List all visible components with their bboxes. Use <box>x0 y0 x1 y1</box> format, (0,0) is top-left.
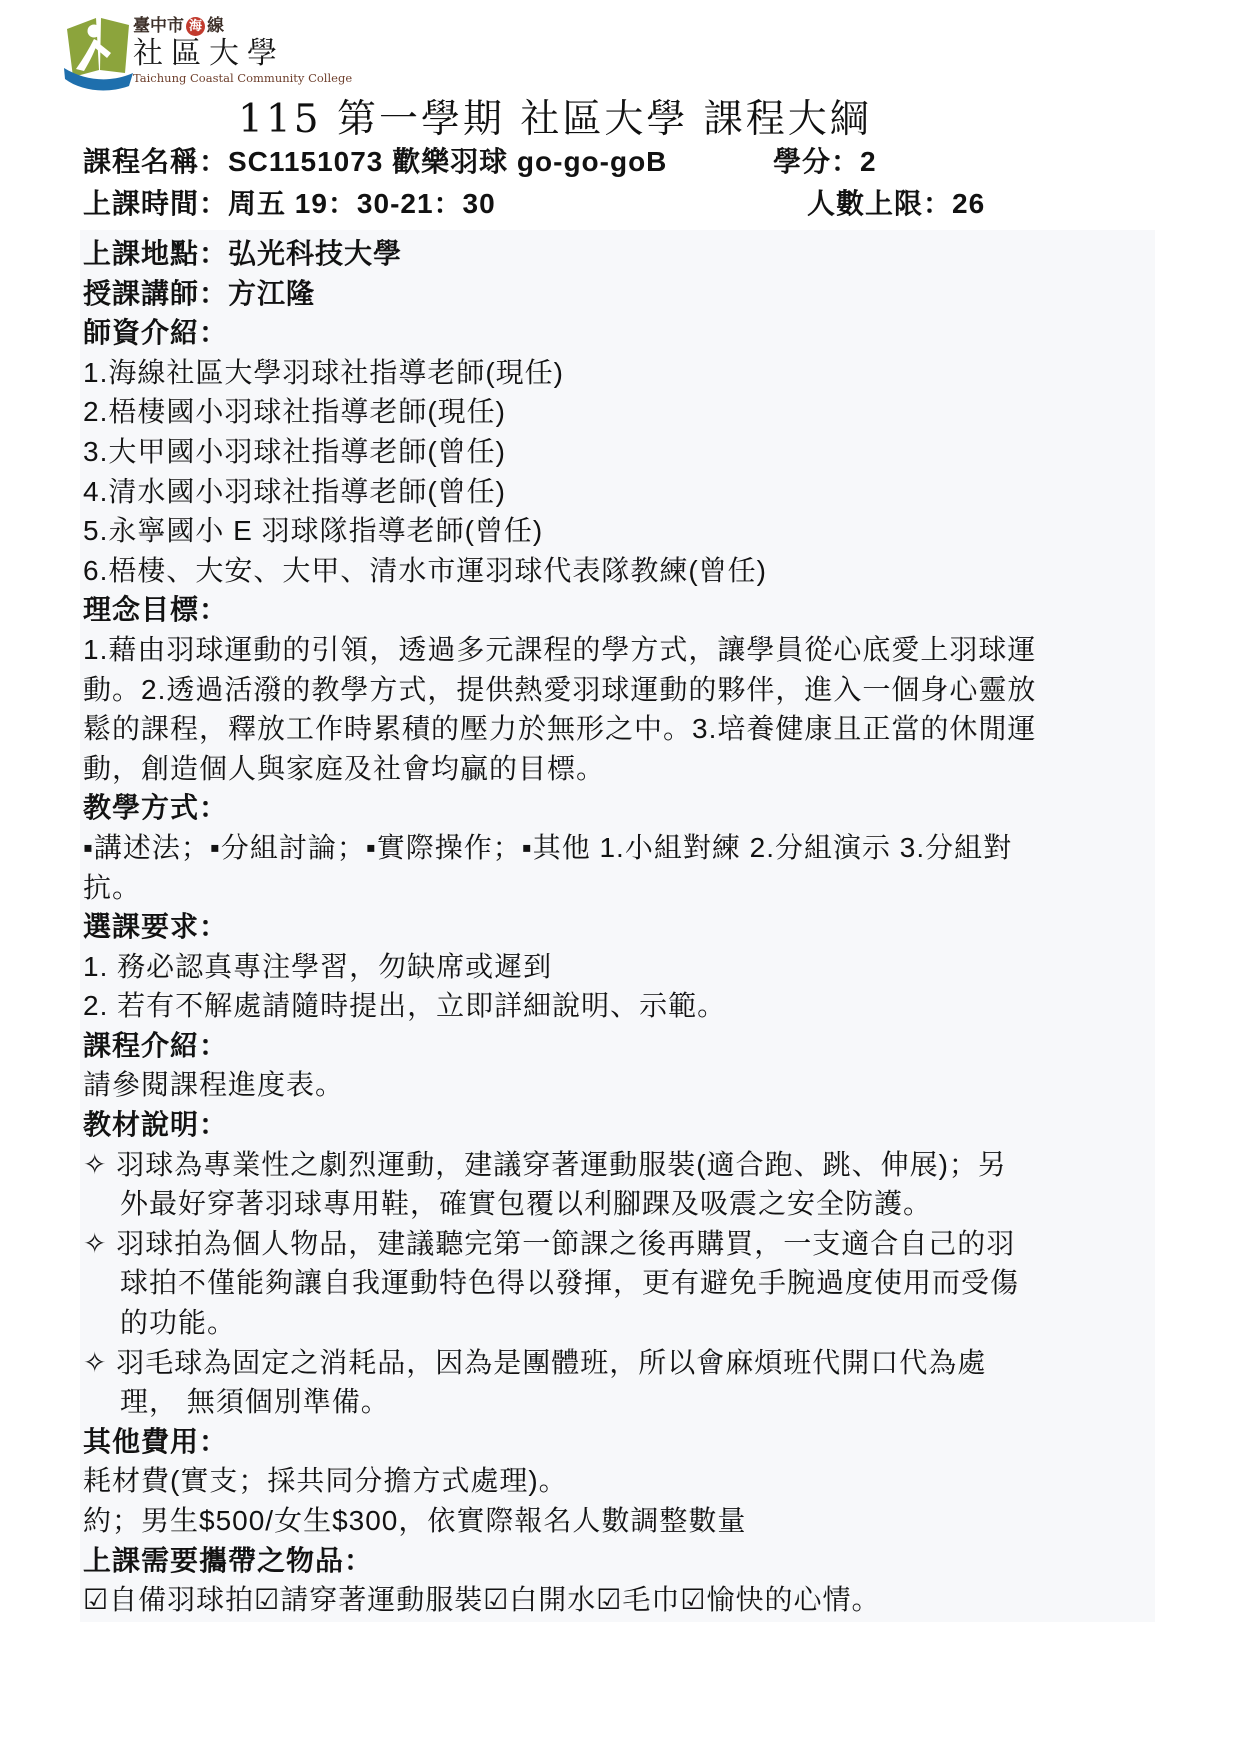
class-time-row <box>83 184 1083 224</box>
bullet-line: ✧ 羽球拍為個人物品，建議聽完第一節課之後再購買，一支適合自己的羽 <box>83 1227 1016 1259</box>
school-logo <box>63 13 353 93</box>
text-line: 球拍不僅能夠讓自我運動特色得以發揮，更有避免手腕過度使用而受傷 <box>120 1267 1020 1299</box>
text-line: 2. 若有不解處請隨時提出，立即詳細說明、示範。 <box>83 990 727 1022</box>
logo-region-prefix: 臺中市 <box>133 16 184 35</box>
text-line: 抗。 <box>83 871 142 903</box>
location-line: 上課地點：弘光科技大學 <box>83 238 403 269</box>
text-line: 5.永寧國小 E 羽球隊指導老師(曾任) <box>83 515 544 547</box>
section-heading: 選課要求： <box>83 911 229 943</box>
text-line: 約；男生$500/女生$300，依實際報名人數調整數量 <box>83 1505 747 1536</box>
section-heading: 課程介紹： <box>83 1029 229 1061</box>
text-line: 動。2.透過活潑的教學方式，提供熱愛羽球運動的夥伴，進入一個身心靈放 <box>83 673 1037 705</box>
text-line: 請參閱課程進度表。 <box>83 1069 345 1101</box>
text-line: 鬆的課程，釋放工作時累積的壓力於無形之中。3.培養健康且正當的休閒運 <box>83 713 1037 745</box>
text-line: 的功能。 <box>120 1307 237 1339</box>
section-heading: 其他費用： <box>83 1425 229 1457</box>
instructor-line: 授課講師：方江隆 <box>83 277 316 309</box>
logo-seal-icon: 海 <box>186 17 205 36</box>
credits-text: 學分：2 <box>773 146 877 177</box>
text-line: 3.大甲國小羽球社指導老師(曾任) <box>83 435 507 467</box>
text-line: 2.梧棲國小羽球社指導老師(現任) <box>83 396 507 428</box>
bullet-line: ✧ 羽球為專業性之劇烈運動，建議穿著運動服裝(適合跑、跳、伸展)；另 <box>83 1148 1007 1180</box>
logo-book-icon <box>63 13 135 91</box>
logo-school-name: 社區大學 <box>133 36 285 71</box>
logo-region-suffix: 線 <box>207 16 224 35</box>
logo-region-line <box>133 16 352 36</box>
text-line: 耗材費(實支；採共同分擔方式處理)。 <box>83 1465 568 1497</box>
logo-text-block <box>133 16 352 85</box>
bullet-line: ✧ 羽毛球為固定之消耗品，因為是團體班，所以會麻煩班代開口代為處 <box>83 1346 987 1378</box>
text-line: 理， 無須個別準備。 <box>120 1386 390 1418</box>
text-line: 1.藉由羽球運動的引領，透過多元課程的學方式，讓學員從心底愛上羽球運 <box>83 633 1037 665</box>
section-heading: 教材說明： <box>83 1109 229 1141</box>
text-line: ▪講述法；▪分組討論；▪實際操作；▪其他 1.小組對練 2.分組演示 3.分組對 <box>83 831 1013 863</box>
section-heading: 理念目標： <box>83 594 229 626</box>
course-name-row <box>83 142 1083 182</box>
capacity-text: 人數上限：26 <box>807 188 986 219</box>
class-time-text: 上課時間：周五 19：30-21：30 <box>83 188 496 219</box>
text-line: 動，創造個人與家庭及社會均贏的目標。 <box>83 752 606 784</box>
logo-subtitle-en: Taichung Coastal Community College <box>133 71 353 85</box>
section-heading: 上課需要攜帶之物品： <box>83 1544 374 1576</box>
section-heading: 教學方式： <box>83 792 229 824</box>
text-line: 4.清水國小羽球社指導老師(曾任) <box>83 475 507 507</box>
text-line: 1.海線社區大學羽球社指導老師(現任) <box>83 356 565 388</box>
text-line: 6.梧棲、大安、大甲、清水市運羽球代表隊教練(曾任) <box>83 554 768 586</box>
text-line: 1. 務必認真專注學習，勿缺席或遲到 <box>83 950 553 982</box>
section-heading: 師資介紹： <box>83 317 229 349</box>
page-title: 115 第一學期 社區大學 課程大綱 <box>238 97 872 142</box>
course-name-text: 課程名稱：SC1151073 歡樂羽球 go-go-goB <box>83 146 668 177</box>
checklist-line: ☑自備羽球拍☑請穿著運動服裝☑白開水☑毛巾☑愉快的心情。 <box>83 1584 881 1616</box>
course-outline-panel <box>80 230 1155 1622</box>
text-line: 外最好穿著羽球專用鞋，確實包覆以利腳踝及吸震之安全防護。 <box>120 1188 933 1220</box>
